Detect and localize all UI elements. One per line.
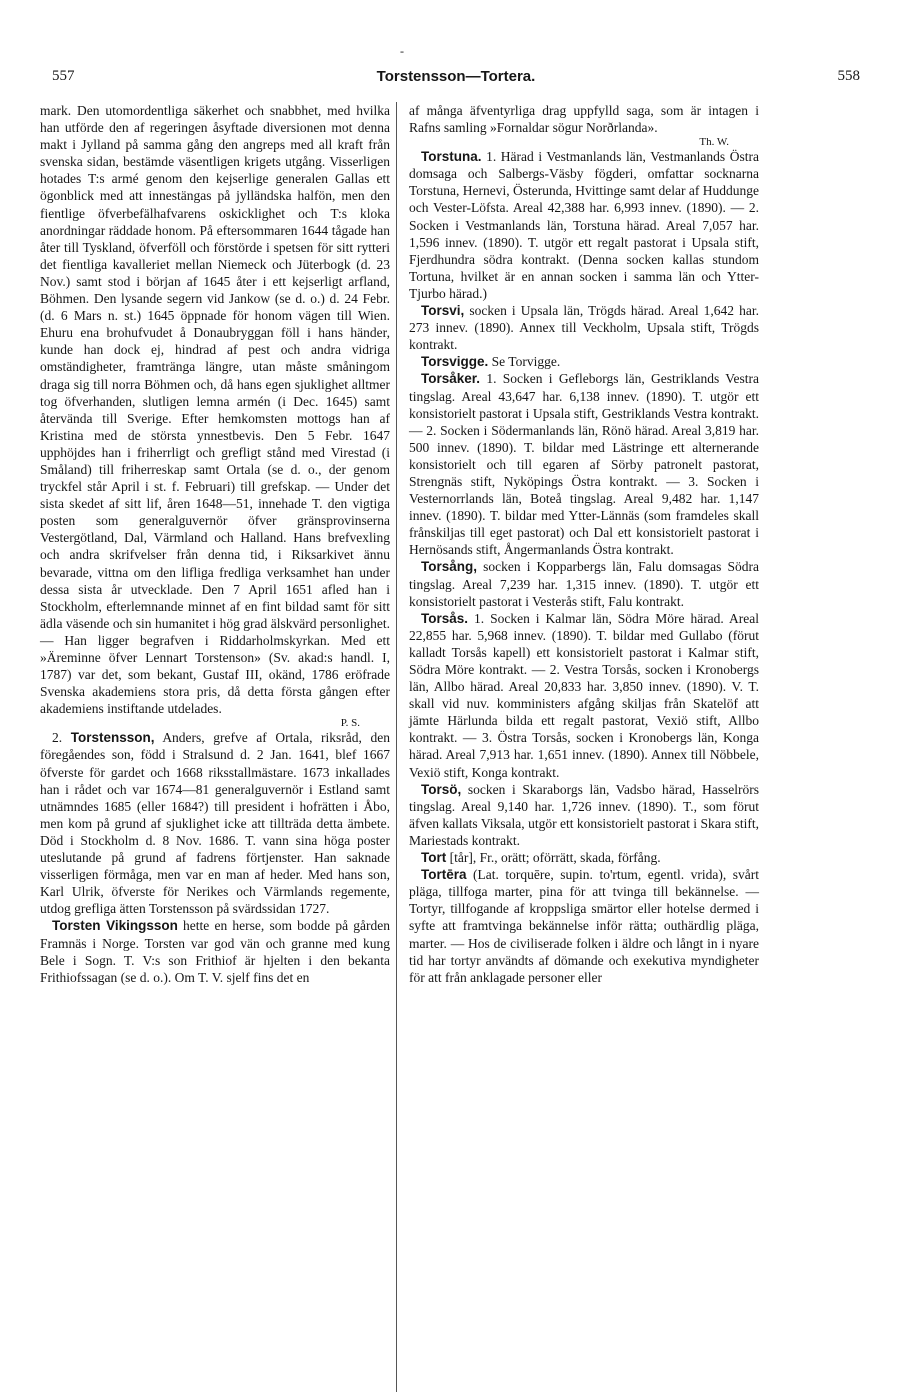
entry-torsang: Torsång, socken i Kopparbergs län, Falu domsagas Södra tingslag. Areal 7,239 har. 1,315 innev. (1890). T. utgör ett konsistorielt pastorat i Vesterås stift, Falu kontrakt.: [409, 559, 759, 609]
entry-torstuna: Torstuna. 1. Härad i Vestmanlands län, Vestmanlands Östra domsaga och Salbergs-Väsby fögderi, omfattar socknarna Torstuna, Hernevi, Österunda, Hvittinge samt delar af Huddunge och Vester-Löfsta. Areal 42,388 har. 6,993 innev. (1890). — 2. Socken i Vestmanlands län, Torstuna härad. Areal 7,057 har. 1,596 innev. (1890). T. utgör ett regalt pastorat i Upsala stift, Fjerdhundra södra kontrakt. (Denna socken kallas stundom Tortuna, hvilket är en annan socken i samma län och Ytter-Tjurbo härad.): [409, 149, 759, 301]
entry-torsten-vikingsson: Torsten Vikingsson hette en herse, som bodde på gården Framnäs i Norge. Torsten var god vän och granne med kung Bele i Sogn. T. V:s son Frithiof är hjelten i den bekanta Frithiofssagan (se d. o.). Om T. V. sjelf fins det en: [40, 918, 390, 985]
page-header: [46, 68, 866, 92]
entry-torsten-vikingsson-continued: af många äfventyrliga drag uppfylld saga, som är intagen i Rafns samling »Fornaldar sögur Norðrlanda». Th. W.: [409, 103, 759, 149]
page-number-right: 558: [837, 68, 860, 84]
entry-torsas: Torsås. 1. Socken i Kalmar län, Södra Möre härad. Areal 22,855 har. 5,968 innev. (1890). T. bildar med Gullabo (förut kalladt Torsås kapell) ett konsistorielt pastorat i Kalmar stift, Södra Möre kontrakt. — 2. Vestra Torsås, socken i Kronobergs län, Allbo härad. Areal 20,833 har. 3,850 innev. (1890). V. T. skall vid nuv. komministers afgång skiljas från Skatelöf att jämte Härlunda bilda ett regalt pastorat, Vexiö stift, Allbo kontrakt. — 3. Östra Torsås, socken i Kronobergs län, Konga härad. Areal 7,913 har. 1,651 innev. (1890). Annex till Nöbbele, Vexiö stift, Konga kontrakt.: [409, 610, 759, 780]
entry-torstensson-lennart-continued: mark. Den utomordentliga säkerhet och snabbhet, med hvilka han utförde den af regeringen åsyftade diversionen mot denna makt i Jylland på samma gång den angreps med all kraft från svenska sidan, bestämde väsentligen krigets utgång. Visserligen hotades T:s armé genom den kejserlige generalen Gallas ett ögonblick med att innestängas på jylländska halfön, men den fientlige öfverbefälhafvarens oskicklighet och T:s kloka anordningar räddade honom. På eftersommaren 1644 tågade han åter till Tyskland, öfverföll och förstörde i spetsen för sitt rytteri det fientliga kavalleriet mellan Niemeck och Jüterbogk (d. 23 Nov.) samt stod i början af 1645 åter i ett kejserligt arfland, Böhmen. Den lysande segern vid Jankow (se d. o.) d. 24 Febr. (d. 6 Mars n. st.) 1645 öppnade för honom vägen till Wien. Ehuru ena brohufvudet å Donaubryggan föll i hans händer, kunde han dock ej, hindrad af pest och andra vidriga omständigheter, framtränga längre, utan måste småningom draga sig till norra Böhmen och, då hans egen sjuklighet alltmer tog öfverhanden, slutligen lemna armén (i Dec. 1645) samt återvända till Sverige. Efter hemkomsten mottogs han af Kristina med de största ynnestbevis. Den 5 Febr. 1647 upphöjdes han i friherrligt och grefligt stånd med Virestad (i Småland) till friherreskap samt Ortala (se d. o., der genom tryckfel står April i st. f. Februari) till grefskap. — Under det sista skedet af sitt lif, åren 1648—51, innehade T. den vigtiga posten som generalguvernör öfver gränsprovinserna Vestergötland, Dal, Värmland och Halland. Hans brefvexling och andra skrifvelser från denna tid, i Riksarkivet ännu bevarade, vittna om den lifliga fredliga verksamhet han under dessa sista år utvecklade. Den 7 April 1651 afled han i Stockholm, efterlemnande minnet af en fint bildad samt för sitt ädla väsende och sin humanitet i hög grad älskvärd personlighet. — Han ligger begrafven i Riddarholmskyrkan. Med ett »Äreminne öfver Lennart Torstenson» (Sv. akad:s handl. I, 1787) var det, som bekant, Gustaf III, okänd, 1786 eröfrade Svenska akademiens stora pris, då detta första gången efter akademiens instiftande utdelades. P. S.: [40, 103, 390, 730]
headword: Torsång,: [421, 559, 478, 575]
entry-torstensson-anders: 2. Torstensson, Anders, grefve af Ortala, riksråd, den föregåendes son, född i Stralsund d. 2 Jan. 1641, blef 1667 öfverste för gardet och 1668 riksstallmästare. 1673 inkallades han i rådet och var 1674—81 generalguvernör i Estland samt utnämndes 1685 (eller 1684?) till president i hofrätten i Åbo, men kom på grund af sjuklighet icke att tillträda detta ämbete. Död i Stockholm d. 8 Nov. 1686. T. vann sina höga poster uteslutande på grund af fadrens förtjenster. Han saknade visserligen förmåga, men var en man af heder. Med hans son, Karl Ulrik, öfverste för Nerikes och Värmlands regemente, utdog grefliga ätten Torstensson på svärdssidan 1727.: [40, 730, 390, 917]
headword: Torsten Vikingsson: [52, 918, 178, 934]
left-column: [40, 102, 390, 986]
headword: Torsåker.: [421, 371, 481, 387]
right-column: [409, 102, 759, 986]
headword: Torstuna.: [421, 149, 482, 165]
headword: Torsö,: [421, 781, 462, 797]
headword: Torsvi,: [421, 303, 465, 319]
signature-ps: P. S.: [340, 717, 360, 730]
headword: Torsås.: [421, 610, 469, 626]
entry-tortera: Tortēra (Lat. torquēre, supin. to'rtum, egentl. vrida), svårt pläga, tillfoga marter, pina för att tvinga till bekännelse. — Tortyr, tillfogande af kroppsliga smärtor eller hotelse dermed i syfte att framtvinga bekännelse inför rätta; outhärdlig pläga, marter. — Hos de civiliserade folken i äldre och långt in i nyare tid har tortyr användts af dömande och exekutiva myndigheter för att från anklagade personer eller: [409, 867, 760, 985]
entry-torsvigge: Torsvigge. Se Torvigge.: [421, 354, 561, 370]
entry-tort: Tort [tår], Fr., orätt; oförrätt, skada, förfång.: [421, 850, 661, 866]
page-number-left: 557: [52, 68, 75, 84]
entry-torsvi: Torsvi, socken i Upsala län, Trögds härad. Areal 1,642 har. 273 innev. (1890). Annex till Veckholm, Upsala stift, Trögds kontrakt.: [409, 303, 760, 353]
column-divider: [396, 102, 397, 1392]
running-title: Torstensson—Tortera.: [376, 68, 536, 85]
headword: Tort: [421, 850, 447, 866]
entry-torsaker: Torsåker. 1. Socken i Gefleborgs län, Gestriklands Vestra tingslag. Areal 43,647 har. 6,138 innev. (1890). T. utgör ett konsistorielt pastorat i Upsala stift, Gestriklands Vestra kontrakt. — 2. Socken i Södermanlands län, Rönö härad. Areal 3,819 har. 500 innev. (1890). T. bildar med Lästringe ett alternerande konsistorielt och till egaren af Sörby patronelt pastorat, Strengnäs stift, Nyköpings Östra kontrakt. — 3. Socken i Vesternorrlands län, Boteå tingslag. Areal 9,482 har. 1,147 innev. (1890). T. bildar med Ytter-Lännäs (som framdeles skall frånskiljas till eget pastorat) och Dal ett konsistorielt pastorat i Hernösands stift, Ångermanlands Östra kontrakt.: [409, 371, 760, 558]
signature-thw: Th. W.: [699, 136, 729, 149]
entry-torso: Torsö, socken i Skaraborgs län, Vadsbo härad, Hasselrörs tingslag. Areal 9,140 har. 1,726 innev. (1890). T., som förut äfven kallats Viksala, utgör ett konsistorielt pastorat i Skara stift, Mariestads kontrakt.: [409, 781, 760, 848]
headword: Torstensson,: [70, 730, 155, 746]
headword: Torsvigge.: [421, 354, 489, 370]
top-mark: -: [400, 44, 404, 58]
headword: Tortēra: [421, 867, 467, 883]
